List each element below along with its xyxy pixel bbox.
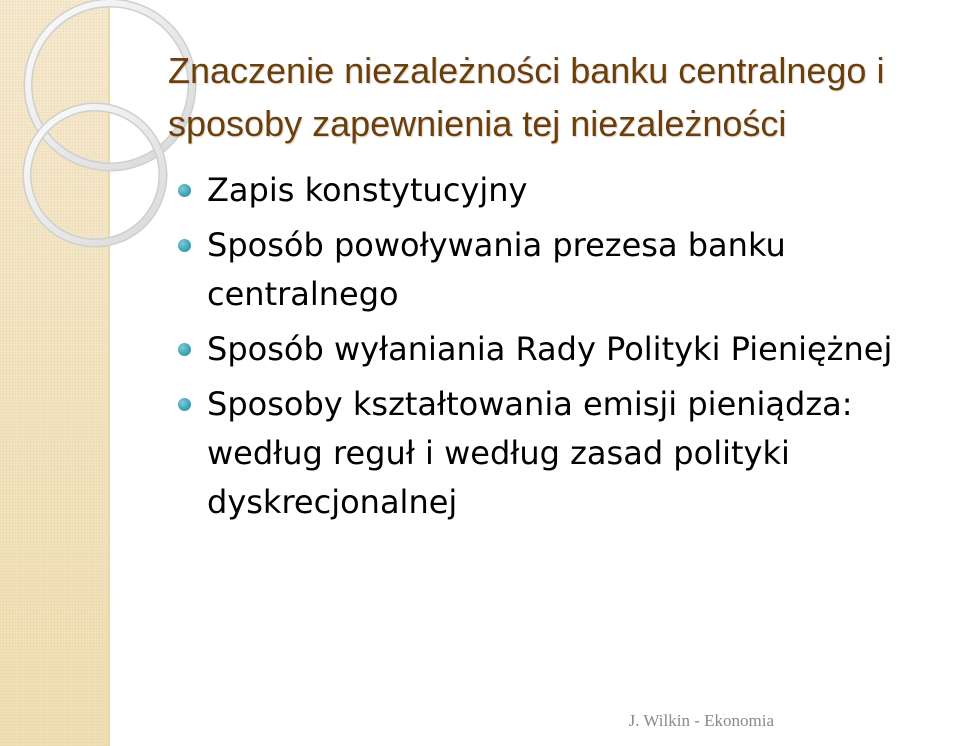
bullet-marker-icon — [178, 239, 191, 252]
bullet-text: Sposoby kształtowania emisji pieniądza: według reguł i według zasad polityki dyskrecjonalnej — [207, 385, 853, 521]
bullet-text: Sposób wyłaniania Rady Polityki Pieniężnej — [207, 330, 893, 368]
footer-author: J. Wilkin - Ekonomia — [628, 711, 774, 730]
slide-title: Znaczenie niezależności banku centralnego i sposoby zapewnienia tej niezależności — [168, 50, 885, 144]
bullet-item — [178, 166, 960, 215]
bullet-text: Sposób powoływania prezesa banku centralnego — [207, 226, 786, 313]
bullet-item — [178, 380, 960, 527]
bullet-marker-icon — [178, 343, 191, 356]
bullet-marker-icon — [178, 398, 191, 411]
bullet-list — [178, 166, 960, 533]
bullet-item — [178, 325, 960, 374]
circle-ornament-icon — [0, 0, 130, 250]
bullet-text: Zapis konstytucyjny — [207, 171, 528, 209]
bullet-item — [178, 221, 960, 319]
bullet-marker-icon — [178, 184, 191, 197]
